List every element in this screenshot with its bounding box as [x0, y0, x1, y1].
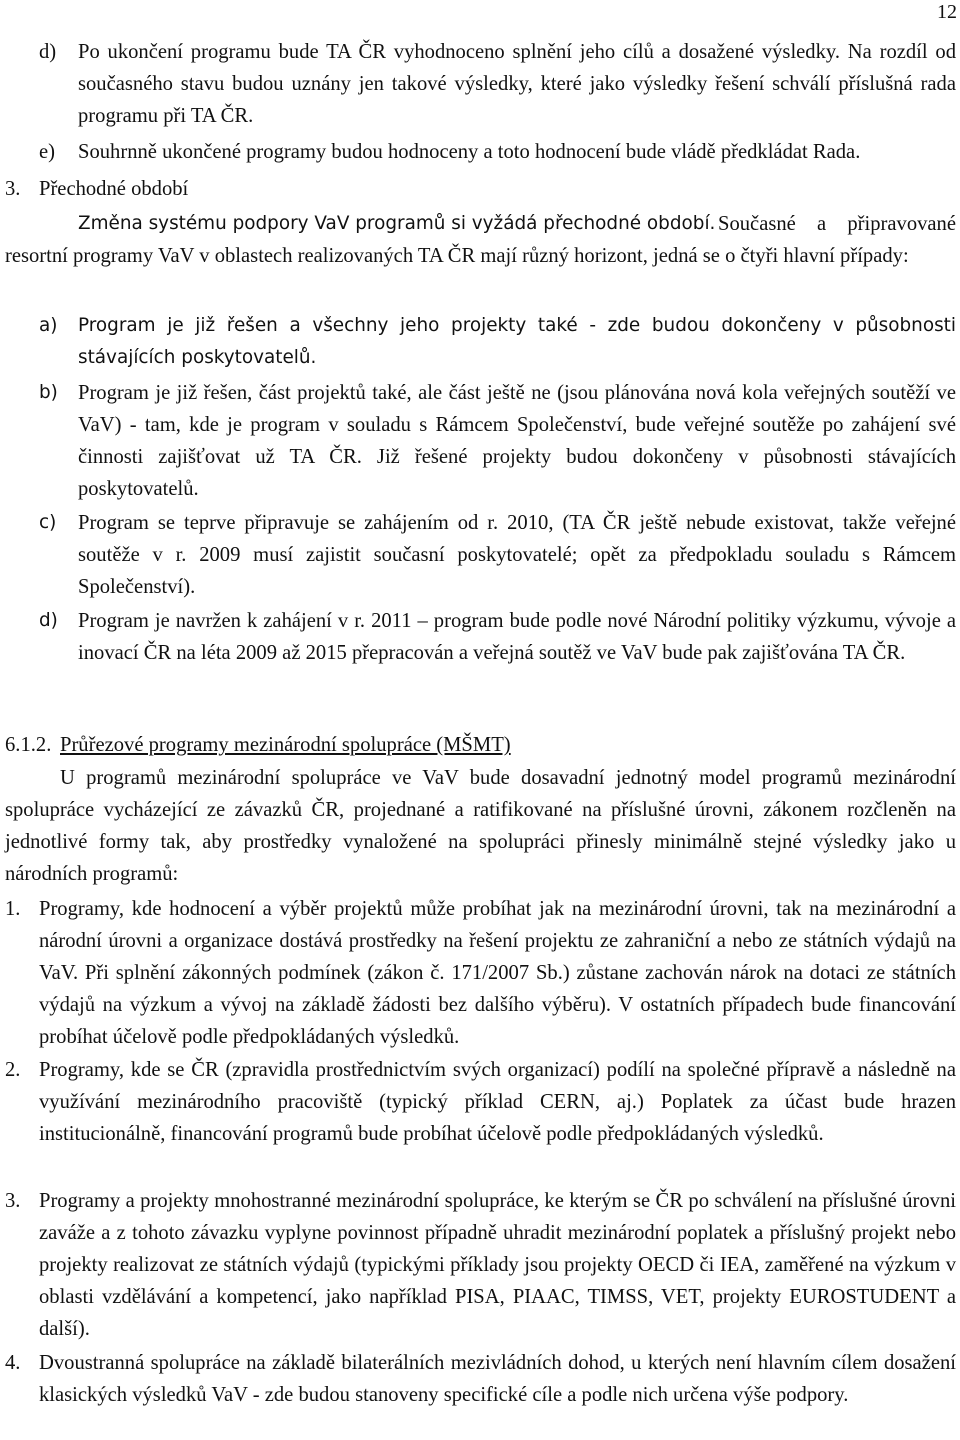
- case-c-text: Program se teprve připravuje se zahájením od r. 2010, (TA ČR ještě nebude existovat, takže veřejné soutěže v r. 2009 musí zajistit současní poskytovatelé; opět za předpokladu souladu s Rámcem Společenství).: [78, 512, 956, 598]
- program-label-4: 4.: [5, 1352, 21, 1374]
- program-4-text: Dvoustranná spolupráce na základě bilaterálních mezivládních dohod, u kterých není hlavním cílem dosažení klasických výsledků VaV - zde budou stanoveny specifické cíle a podle nich určena výše podpory.: [39, 1352, 956, 1406]
- item-d-text: Po ukončení programu bude TA ČR vyhodnoceno splnění jeho cílů a dosažené výsledky. Na rozdíl od současného stavu budou uznány jen takové výsledky, které jako výsledky řešení schválí příslušná rada programu při TA ČR.: [78, 41, 956, 127]
- program-label-3: 3.: [5, 1190, 21, 1212]
- case-label-b: b): [39, 382, 58, 403]
- transition-intro-text: Současné a připravované resortní programy VaV v oblastech realizovaných TA ČR mají různý horizont, jedná se o čtyři hlavní případy:: [5, 213, 956, 267]
- case-b-text: Program je již řešen, část projektů také, ale část ještě ne (jsou plánována nová kola veřejných soutěží ve VaV) - tam, kde je program v souladu s Rámcem Společenství, bude veřejné soutěže po zahájení své činnosti zajišťovat už TA ČR. Již řešené projekty budou dokončeny v působnosti stávajících poskytovatelů.: [78, 382, 956, 500]
- program-label-1: 1.: [5, 898, 21, 920]
- section-number: 6.1.2.: [5, 734, 52, 756]
- intl-intro-paragraph: U programů mezinárodní spolupráce ve VaV bude dosavadní jednotný model programů mezinárodní spolupráce vycházející ze závazků ČR, projednané a ratifikované na příslušné úrovni, zákonem rozčleněn na jednotlivé formy tak, aby prostředky vynaložené na spolupráci přinesly minimálně stejné výsledky jako u národních programů:: [5, 767, 956, 885]
- page-number: 12: [937, 1, 957, 23]
- transition-intro-sans: Změna systému podpory VaV programů si vyžádá přechodné období.: [78, 213, 716, 234]
- program-label-2: 2.: [5, 1059, 21, 1081]
- program-1-text: Programy, kde hodnocení a výběr projektů může probíhat jak na mezinárodní úrovni, tak na mezinárodní a národní úrovni a organizace dostává prostředky na řešení projektu ze zahraniční a nebo ze státních výdajů na VaV. Při splnění zákonných podmínek (zákon č. 171/2007 Sb.) zůstane zachován nárok na dotaci ze státních výdajů na výzkum a vývoj na základě žádosti bez dalšího výběru). V ostatních případech bude financování probíhat účelově podle předpokládaných výsledků.: [39, 898, 956, 1048]
- case-label-a: a): [39, 315, 58, 336]
- item-label-d: d): [39, 41, 57, 63]
- case-d-text: Program je navržen k zahájení v r. 2011 – program bude podle nové Národní politiky výzkumu, vývoje a inovací ČR na léta 2009 až 2015 přepracován a veřejná soutěž ve VaV bude pak zajišťována TA ČR.: [78, 610, 956, 664]
- item-e-text: Souhrnně ukončené programy budou hodnoceny a toto hodnocení bude vládě předkládat Rada.: [78, 141, 861, 163]
- section-3-number: 3.: [5, 178, 21, 200]
- program-2-text: Programy, kde se ČR (zpravidla prostřednictvím svých organizací) podílí na společné přípravě a následně na využívání mezinárodního pracoviště (typický příklad CERN, aj.) Poplatek za účast bude hrazen institucionálně, financování programů bude probíhat účelově podle předpokládaných výsledků.: [39, 1059, 956, 1145]
- case-a-text: Program je již řešen a všechny jeho projekty také - zde budou dokončeny v působnosti stávajících poskytovatelů.: [78, 315, 956, 368]
- case-label-c: c): [39, 512, 57, 533]
- program-3-text: Programy a projekty mnohostranné mezinárodní spolupráce, ke kterým se ČR po schválení na příslušné úrovni zaváže a z tohoto závazku vyplyne povinnost případně uhradit mezinárodní poplatek a příslušný projekt nebo projekty realizovat ze státních výdajů (typickými příklady jsou projekty OECD či IEA, zaměřené na výzkum v oblasti vzdělávání a kompetencí, jako například PISA, PIAAC, TIMSS, VET, projekty EUROSTUDENT a další).: [39, 1190, 956, 1340]
- section-title: Průřezové programy mezinárodní spolupráce (MŠMT): [60, 734, 511, 756]
- case-label-d: d): [39, 610, 58, 631]
- item-label-e: e): [39, 141, 55, 163]
- section-3-title: Přechodné období: [39, 178, 189, 200]
